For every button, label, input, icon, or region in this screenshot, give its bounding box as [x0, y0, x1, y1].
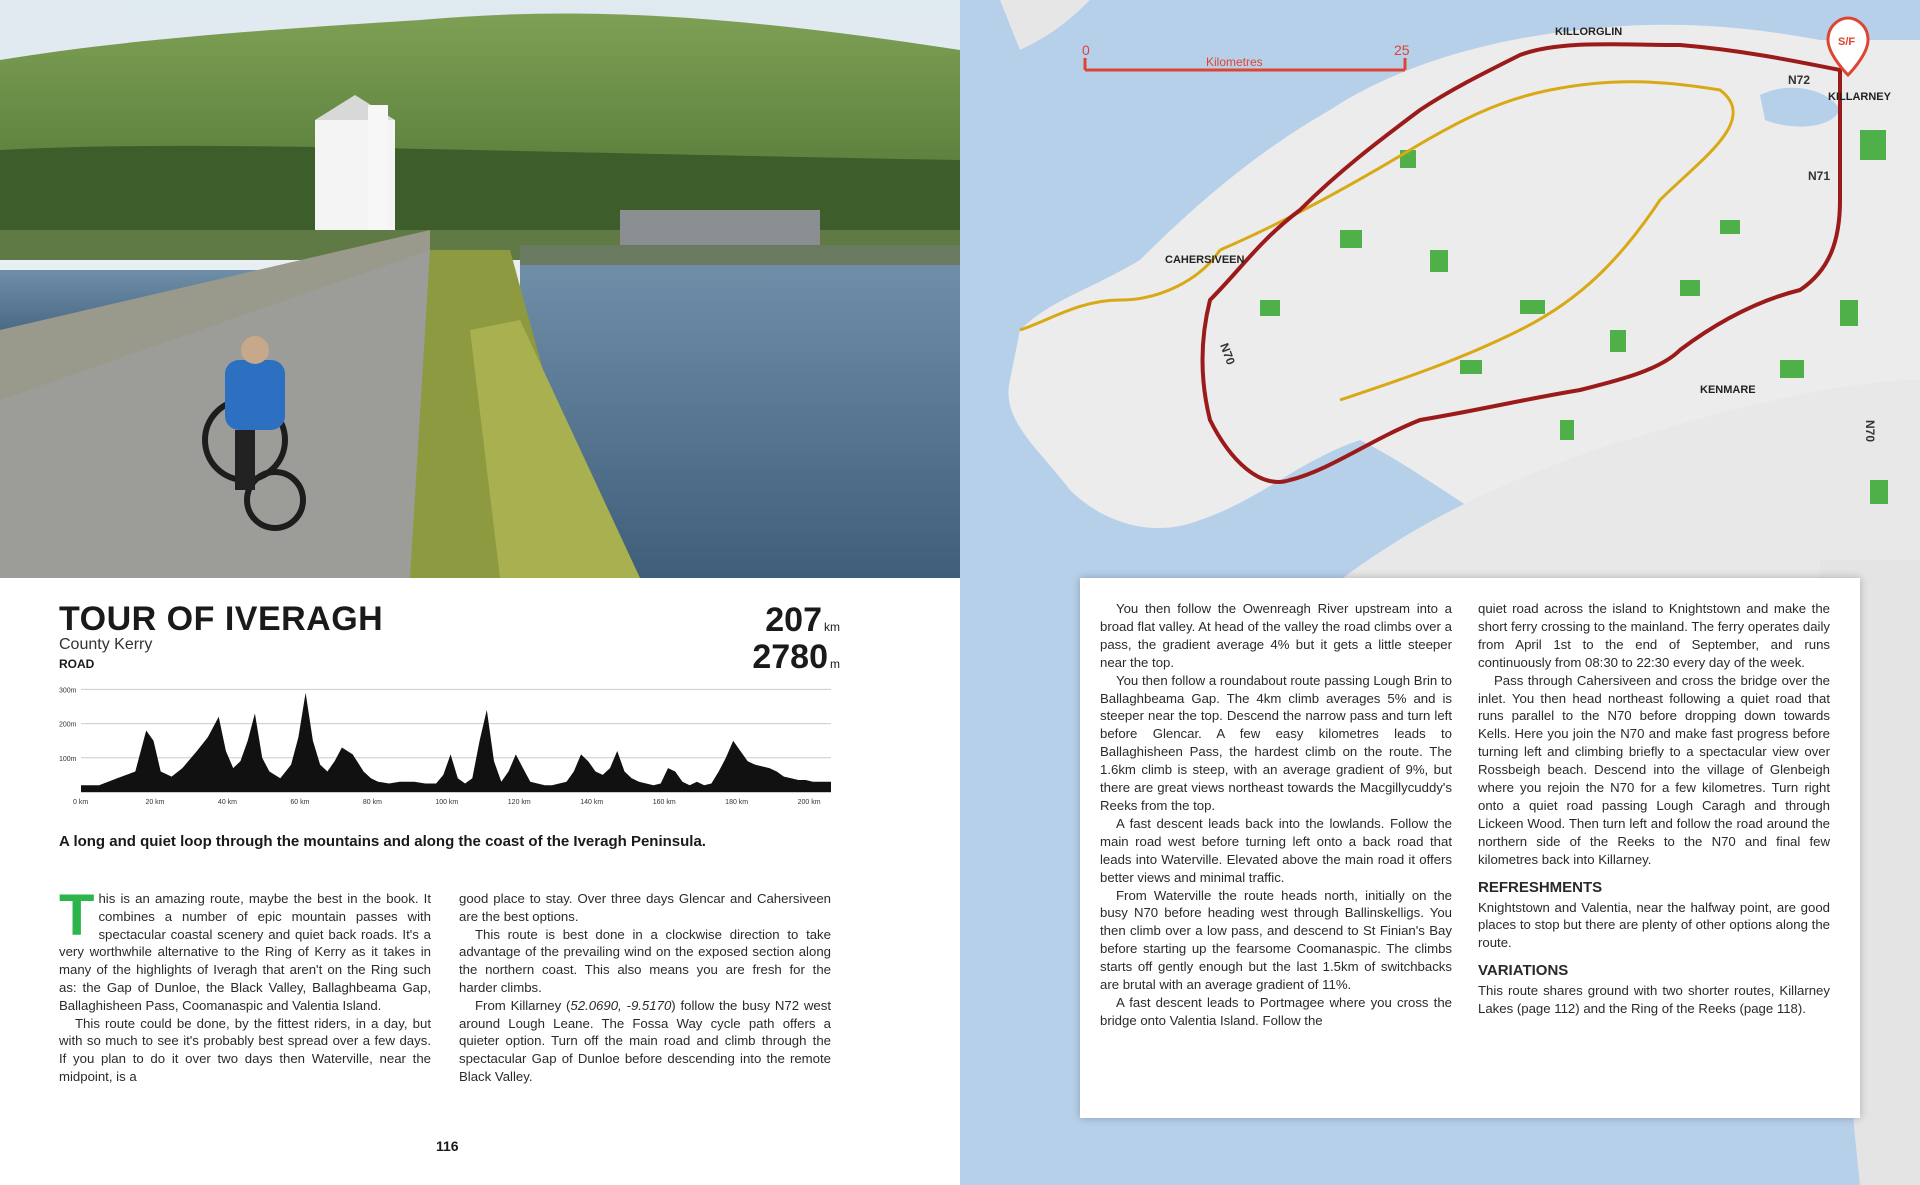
x-tick-label: 0 km: [73, 799, 89, 806]
distance-value: 207: [765, 601, 822, 639]
town-killorglin: KILLORGLIN: [1555, 26, 1623, 38]
route-county: County Kerry: [59, 636, 153, 653]
body-paragraph: A fast descent leads back into the lowlands. Follow the main road west before turning left onto a back road that leads into Waterville. Elevated above the main road it offers better views and minimal traffic.: [1100, 815, 1452, 885]
panel-column-1: [1100, 600, 1452, 1030]
distance-unit: km: [824, 620, 840, 634]
ascent-unit: m: [830, 657, 840, 671]
body-paragraph: This route could be done, by the fittest riders, in a day, but with so much to see it's probably best spread over a few days. If you plan to do it over two days then Waterville, near the midpoint, is a: [59, 1015, 431, 1084]
x-tick-label: 140 km: [580, 799, 604, 806]
y-tick-label: 200m: [59, 721, 77, 729]
cyclist-causeway-photo: [0, 0, 960, 578]
profile-x-ticks: [73, 799, 821, 806]
right-page: [960, 0, 1920, 1185]
y-tick-label: 300m: [59, 687, 77, 695]
panel-column-2: [1478, 600, 1830, 1018]
body-paragraph: [59, 883, 431, 1015]
elevation-area: [81, 693, 831, 792]
body-paragraph: You then follow the Owenreagh River upstream into a broad flat valley. At head of the valley the road climbs over a pass, the gradient average 4% but it gets a little steeper near the top.: [1100, 601, 1452, 670]
body-paragraph: This route is best done in a clockwise direction to take advantage of the prevailing wind on the exposed section along the northern coast. This also means you are fresh for the harder climbs.: [459, 926, 831, 995]
x-tick-label: 20 km: [145, 799, 165, 806]
scale-end: 25: [1394, 42, 1410, 58]
elevation-profile-chart: [59, 682, 841, 820]
refreshments-heading: REFRESHMENTS: [1478, 878, 1603, 896]
body-paragraph: quiet road across the island to Knightstown and make the short ferry crossing to the mainland. The ferry operates daily from April 1st to the end of September, and runs continuously from 08:30 to 22:30 every day of the week.: [1478, 601, 1830, 670]
x-tick-label: 160 km: [652, 799, 676, 806]
road-n70-east: N70: [1863, 420, 1877, 443]
body-text: From Killarney (: [475, 997, 571, 1013]
road-n71: N71: [1808, 169, 1831, 183]
body-paragraph: A fast descent leads to Portmagee where you cross the bridge onto Valentia Island. Follow the: [1100, 994, 1452, 1028]
x-tick-label: 100 km: [435, 799, 459, 806]
route-intro: A long and quiet loop through the mountains and along the coast of the Iveragh Peninsula.: [59, 833, 706, 850]
page-number: 116: [436, 1138, 459, 1154]
route-description-panel: [1080, 578, 1860, 1118]
body-paragraph: You then follow a roundabout route passing Lough Brin to Ballaghbeama Gap. The 4km climb averages 5% and is steeper near the top. Descend the narrow pass and turn left before Glencar. A few easy kilometres leads to Ballaghisheen Pass, the hardest climb on the route. The 1.6km climb is steep, with an average gradient of 9%, but there are great views northeast towards the Macgillycuddy's Reeks from the top.: [1100, 672, 1452, 813]
route-title: TOUR OF IVERAGH: [59, 600, 384, 638]
refreshments-text: Knightstown and Valentia, near the halfway point, are good places to stop but there are plenty of other options along the route.: [1478, 899, 1830, 951]
town-cahersiveen: CAHERSIVEEN: [1165, 254, 1245, 266]
variations-text: This route shares ground with two shorter routes, Killarney Lakes (page 112) and the Ring of the Reeks (page 118).: [1478, 983, 1830, 1017]
profile-y-ticks: [59, 687, 77, 762]
road-n70-west: N70: [1217, 341, 1238, 367]
drop-cap: T: [59, 883, 95, 948]
body-paragraph: good place to stay. Over three days Glencar and Cahersiveen are the best options.: [459, 891, 831, 924]
body-column-2: [459, 890, 831, 1086]
x-tick-label: 80 km: [362, 799, 382, 806]
y-tick-label: 100m: [59, 755, 77, 763]
distance-stat: [765, 601, 840, 640]
start-marker-label: S/F: [1838, 36, 1856, 48]
x-tick-label: 180 km: [725, 799, 749, 806]
x-tick-label: 120 km: [507, 799, 531, 806]
variations-heading: VARIATIONS: [1478, 962, 1569, 980]
ascent-stat: [752, 638, 840, 677]
scale-unit: Kilometres: [1206, 55, 1263, 69]
ascent-value: 2780: [752, 638, 828, 676]
x-tick-label: 60 km: [290, 799, 310, 806]
body-paragraph: From Waterville the route heads north, initially on the busy N70 before heading west through Ballinskelligs. You then climb over a low pass, and descend to St Finian's Bay before starting up the fearsome Coomanaspic. The climbs starts off gently enough but the last 1.5km of switchbacks are brutal with an average gradient of 11%.: [1100, 887, 1452, 993]
x-tick-label: 40 km: [217, 799, 237, 806]
body-column-1: [59, 883, 431, 1086]
body-text: his is an amazing route, maybe the best in the book. It combines a number of epic mountain passes with spectacular coastal scenery and quiet back roads. It's a very worthwhile alternative to the Ring of Kerry as it takes in many of the highlights of Iveragh that aren't on the Ring such as: the Gap of Dunloe, the Black Valley, Ballaghbeama Gap, Ballaghisheen Pass, Coomanaspic and Valentia Island.: [59, 891, 431, 1013]
start-coordinates: 52.0690, -9.5170: [570, 997, 672, 1013]
body-text: ) follow the busy N72 west around Lough Leane. The Fossa Way cycle path offers a quieter option. Turn off the main road and climb through the spectacular Gap of Dunloe before descending into the remote Black Valley.: [459, 997, 831, 1084]
route-category: ROAD: [59, 657, 95, 671]
x-tick-label: 200 km: [797, 799, 821, 806]
road-n72: N72: [1788, 73, 1811, 87]
town-killarney: KILLARNEY: [1828, 91, 1891, 103]
town-kenmare: KENMARE: [1700, 384, 1756, 396]
scale-start: 0: [1082, 42, 1090, 58]
body-paragraph: Pass through Cahersiveen and cross the bridge over the inlet. You then head northeast following a quiet road that runs parallel to the N70 before dropping down towards Kells. Here you join the N70 and make fast progress before turning left and climbing briefly to a spectacular view over Rossbeigh beach. Descend into the village of Glenbeigh where you rejoin the N70 for a few kilometres. Turn right onto a quiet road passing Lough Caragh and through Lickeen Wood. Then turn left and follow the road around the northern side of the Reeks to the N70 and final few kilometres back into Killarney.: [1478, 672, 1830, 867]
cover-photo: [0, 0, 960, 578]
body-paragraph: [459, 997, 831, 1086]
